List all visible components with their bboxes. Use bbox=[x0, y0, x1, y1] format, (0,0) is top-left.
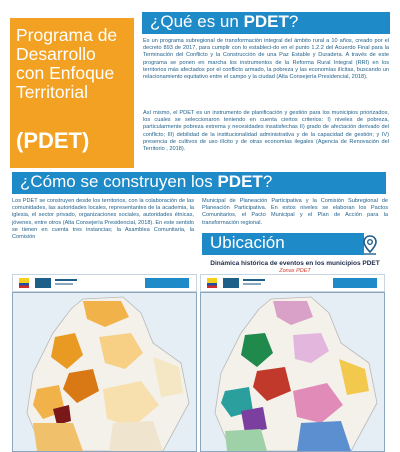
section1-paragraph-2: Así mismo, el PDET es un instrumento de planificación y gestión para los municipios priorizados, los cuales se seleccionaron teniendo en cuenta ciertos criterios: I) niveles de pobreza, particularmente pobreza extrema y necesidades insatisfechas II) grado de afectación derivado del conflicto; III) debilidad de la institucionalidad administrativa y de la capacidad de gestión; y IV) presencia de cultivos de uso ilícito y de otras economías ilegales (Agencia de Renovación del Territorio , 2018). bbox=[143, 110, 389, 153]
ubicacion-heading: Ubicación bbox=[202, 233, 364, 255]
title-line-4: Territorial bbox=[16, 82, 88, 102]
page-title bbox=[16, 26, 134, 102]
logo-bar-right bbox=[200, 274, 385, 292]
location-pin-icon bbox=[358, 233, 382, 257]
section-heading-como-se-construyen: ¿Cómo se construyen los PDET? bbox=[12, 172, 386, 194]
map-left bbox=[12, 292, 197, 452]
title-line-2: Desarrollo bbox=[16, 44, 96, 64]
section1-paragraph-1: Es un programa subregional de transformación integral del ámbito rural a 10 años, creado por el decreto 893 de 2017, para cumplir con lo estableci-do en el punto 1.2.2 del Acuerdo Final para la Terminación del Conflicto y la Construcción de una Paz Estable y Duradera. A través de este programa se ponen en marcha los instrumentos de la Reforma Rural Integral (RRI) en los territorios más afectados por el conflicto armado, la pobreza y las economías ilícitas, buscando un relacionamiento equitativo entre el campo y la ciudad (Alta Consejería Presidencial, 2018). bbox=[143, 38, 389, 81]
map-title: Dinámica histórica de eventos en los municipios PDET bbox=[210, 260, 380, 267]
section2-left-text: Los PDET se construyen desde los territorios, con la colaboración de las comunidades, las autoridades locales, representantes de la academia, la iglesia, el sector privado, organizaciones sociales, autoridades étnicas, jóvenes, entre otros (Alta Consejería Presidencial, 2018). En este sentido se tienen en cuenta tres instancias; la Asamblea Comunitaria, la Comisión bbox=[12, 198, 194, 241]
colombia-flag-icon bbox=[19, 278, 29, 288]
title-line-1: Programa de bbox=[16, 25, 118, 45]
map-subtitle: Zonas PDET bbox=[279, 268, 311, 274]
logo-bar-left bbox=[12, 274, 197, 292]
map-right bbox=[200, 292, 385, 452]
section-heading-que-es: ¿Qué es un PDET? bbox=[142, 12, 390, 34]
title-line-3: con Enfoque bbox=[16, 63, 115, 83]
section2-right-text: Municipal de Planeación Participativa y la Comisión Subregional de Planeación Participativa. En estos niveles se elaboran los Pactos Comunitarios, el Pacto Municipal y el Plan de Acción para la transformación regional. bbox=[202, 198, 388, 226]
title-acronym: (PDET) bbox=[16, 128, 90, 153]
